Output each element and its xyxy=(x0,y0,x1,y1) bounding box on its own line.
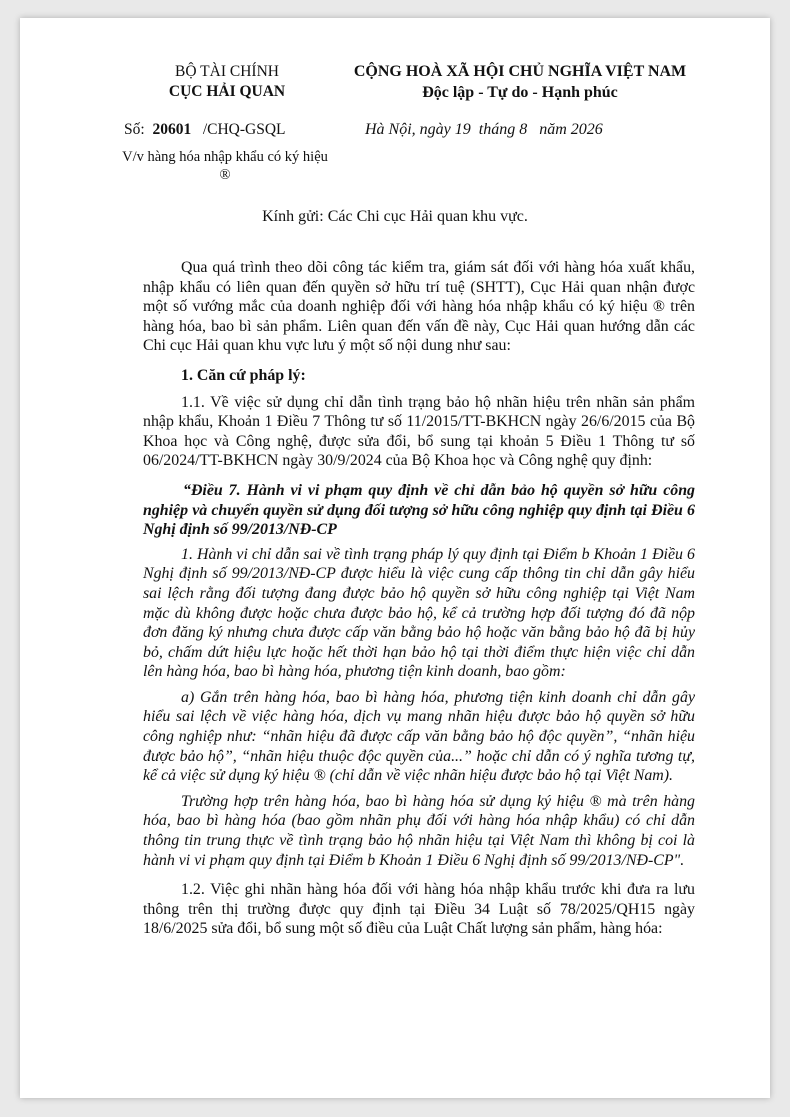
paragraph-intro: Qua quá trình theo dõi công tác kiểm tra, giám sát đối với hàng hóa xuất khẩu, nhập khẩu có liên quan đến quyền sở hữu trí tuệ (SHTT), Cục Hải quan nhận được một số vướng mắc của doanh nghiệp đối với hàng hóa nhập khẩu có ký hiệu ® trên hàng hóa, bao bì sản phẩm. Liên quan đến vấn đề này, Cục Hải quan hướng dẫn các Chi cục Hải quan khu vực lưu ý một số nội dung như sau: xyxy=(143,259,695,355)
paragraph-1-1: 1.1. Về việc sử dụng chỉ dẫn tình trạng bảo hộ nhãn hiệu trên nhãn sản phẩm nhập khẩu, Khoản 1 Điều 7 Thông tư số 11/2015/TT-BKHCN ngày 26/6/2015 của Bộ Khoa học và Công nghệ, được sửa đổi, bổ sung tại khoản 5 Điều 1 Thông tư số 06/2024/TT-BKHCN ngày 30/9/2024 của Bộ Khoa học và Công nghệ quy định: xyxy=(143,393,695,470)
document-body xyxy=(143,258,695,945)
document-number xyxy=(124,121,285,139)
nation-title: CỘNG HOÀ XÃ HỘI CHỦ NGHĨA VIỆT NAM xyxy=(353,63,687,80)
agency-name: CỤC HẢI QUAN xyxy=(168,83,286,100)
quoted-clause-1: 1. Hành vi chỉ dẫn sai về tình trạng pháp lý quy định tại Điểm b Khoản 1 Điều 6 Nghị định số 99/2013/NĐ-CP được hiểu là việc cung cấp thông tin chỉ dẫn gây hiểu sai lệch rằng đối tượng đang được bảo hộ quyền sở hữu công nghiệp tại Việt Nam mặc dù không được hoặc chưa được bảo hộ, kể cả trường hợp đối tượng đó đã nộp đơn đăng ký nhưng chưa được cấp văn bằng bảo hộ hoặc văn bằng bảo hộ đã bị hủy bỏ, chấm dứt hiệu lực hoặc hết thời hạn bảo hộ tại thời điểm thực hiện việc chỉ dẫn lên hàng hóa, bao bì hàng hóa, phương tiện kinh doanh, bao gồm: xyxy=(143,545,695,681)
national-header xyxy=(320,61,720,103)
issuer-block xyxy=(142,62,312,102)
number-suffix: /CHQ-GSQL xyxy=(202,121,286,138)
quoted-article-title: “Điều 7. Hành vi vi phạm quy định về chỉ dẫn bảo hộ quyền sở hữu công nghiệp và chuyển quyền sử dụng đối tượng sở hữu công nghiệp quy định tại Điều 6 Nghị định số 99/2013/NĐ-CP xyxy=(143,481,695,539)
recipient-line: Kính gửi: Các Chi cục Hải quan khu vực. xyxy=(262,208,528,225)
document-subject: V/v hàng hóa nhập khẩu có ký hiệu ® xyxy=(122,149,328,183)
section-heading-legal-basis: 1. Căn cứ pháp lý: xyxy=(181,366,306,384)
quoted-point-a: a) Gắn trên hàng hóa, bao bì hàng hóa, phương tiện kinh doanh chỉ dẫn gây hiểu sai lệch về việc hàng hóa, dịch vụ mang nhãn hiệu được bảo hộ quyền sở hữu công nghiệp như: “nhãn hiệu đã được cấp văn bằng bảo hộ độc quyền”, “nhãn hiệu được bảo hộ”, “nhãn hiệu thuộc độc quyền của...” hoặc chỉ dẫn có ý nghĩa tương tự, kể cả việc sử dụng ký hiệu ® (chỉ dẫn về việc nhãn hiệu được bảo hộ tại Việt Nam). xyxy=(143,688,695,785)
quoted-exception: Trường hợp trên hàng hóa, bao bì hàng hóa sử dụng ký hiệu ® mà trên hàng hóa, bao bì hàng hóa (bao gồm nhãn phụ đối với hàng hóa nhập khẩu) có chỉ dẫn thông tin trung thực về tình trạng bảo hộ nhãn hiệu tại Việt Nam thì không bị coi là hành vi vi phạm quy định tại Điểm b Khoản 1 Điều 6 Nghị định số 99/2013/NĐ-CP". xyxy=(143,792,695,869)
number-value: 20601 xyxy=(152,121,192,138)
paragraph-1-2: 1.2. Việc ghi nhãn hàng hóa đối với hàng hóa nhập khẩu trước khi đưa ra lưu thông trên thị trường được quy định tại Điều 34 Luật số 78/2025/QH15 ngày 18/6/2025 sửa đổi, bổ sung một số điều của Luật Chất lượng sản phẩm, hàng hóa: xyxy=(143,881,695,938)
national-motto: Độc lập - Tự do - Hạnh phúc xyxy=(422,84,618,101)
document-page xyxy=(20,18,770,1098)
ministry-name: BỘ TÀI CHÍNH xyxy=(175,63,279,80)
issue-date: Hà Nội, ngày 19 tháng 8 năm 2026 xyxy=(365,121,603,138)
number-label: Số: xyxy=(124,121,145,138)
